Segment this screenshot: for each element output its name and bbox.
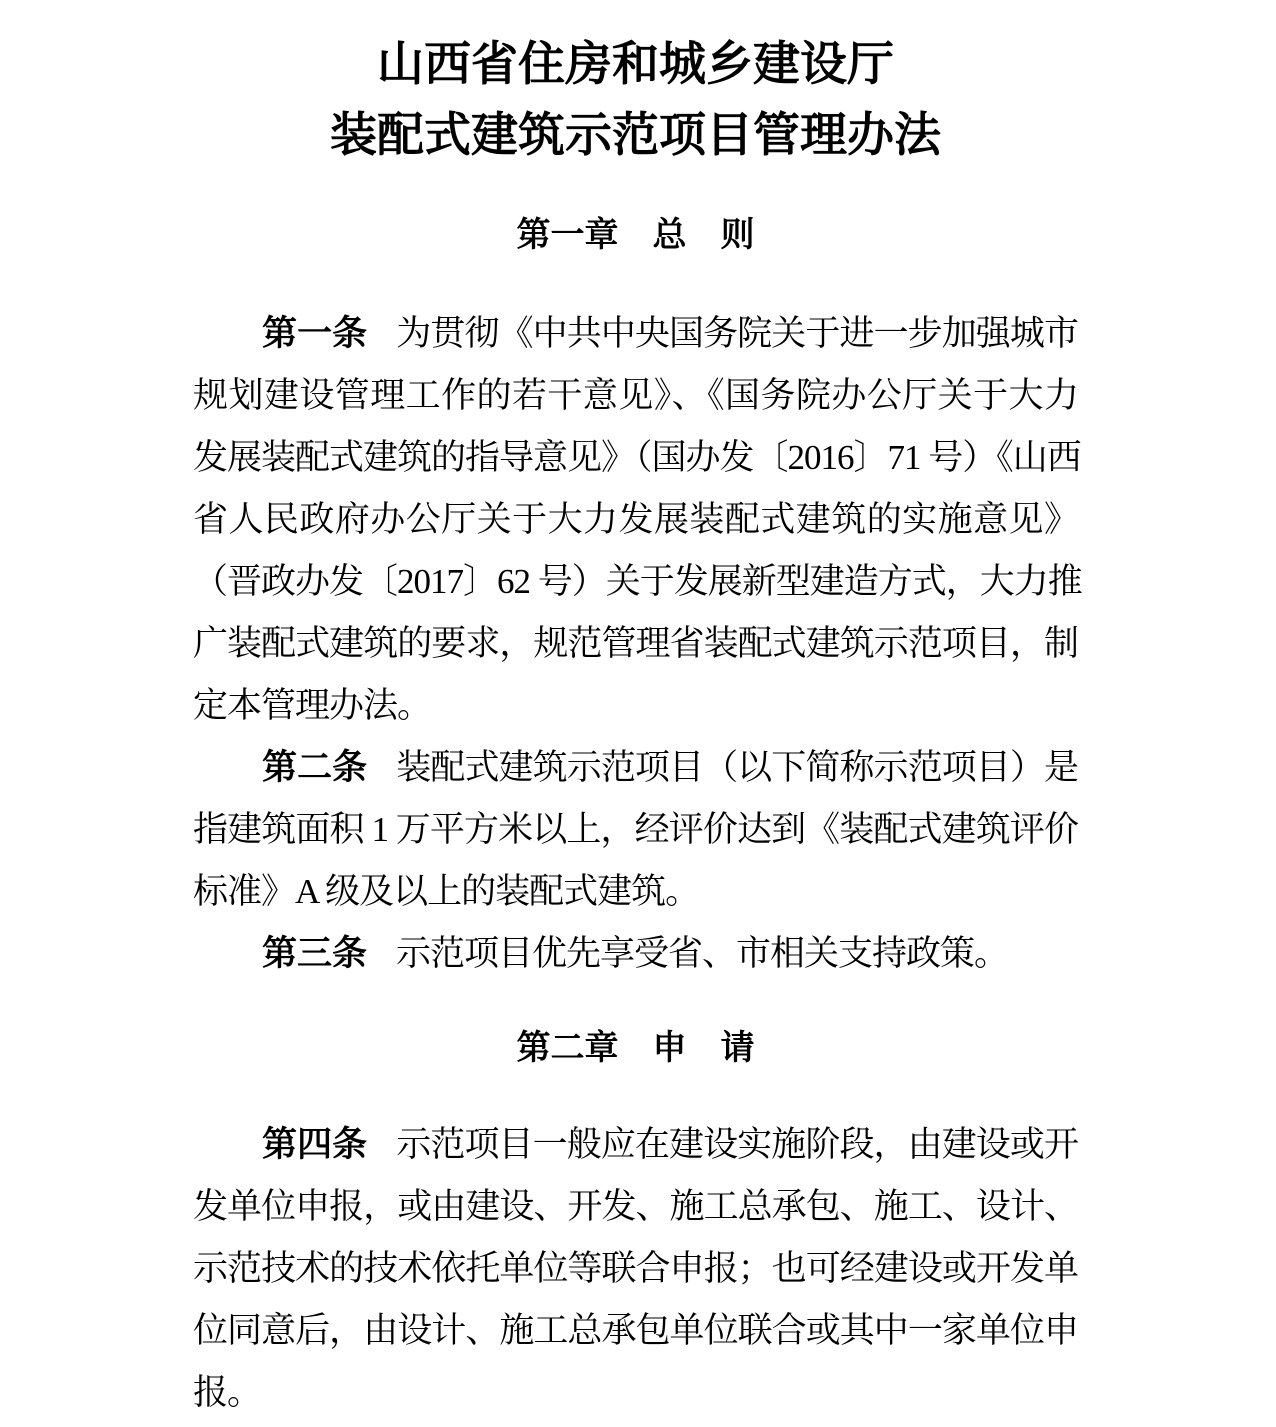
article-2-line-2: 指建筑面积 1 万平方米以上，经评价达到《装配式建筑评价 bbox=[193, 810, 1078, 849]
article-1-line-1 bbox=[193, 303, 1078, 365]
document-title bbox=[193, 30, 1078, 172]
article-1-line-3: 发展装配式建筑的指导意见》（国办发〔2016〕71 号）《山西 bbox=[193, 438, 1081, 477]
document-title-line-1: 山西省住房和城乡建设厅 bbox=[377, 39, 894, 91]
document-title-line-2: 装配式建筑示范项目管理办法 bbox=[330, 110, 941, 162]
article-3-line-1 bbox=[193, 923, 1078, 985]
article-4-line-4: 位同意后，由设计、施工总承包单位联合或其中一家单位申 bbox=[193, 1311, 1078, 1350]
chapter-2-heading: 第二章 申 请 bbox=[516, 1029, 755, 1067]
article-2-paragraph bbox=[193, 737, 1078, 923]
article-1-line-4: 省人民政府办公厅关于大力发展装配式建筑的实施意见》 bbox=[193, 500, 1078, 539]
article-4-line-5: 报。 bbox=[193, 1373, 262, 1412]
article-1-line-6: 广装配式建筑的要求，规范管理省装配式建筑示范项目，制 bbox=[193, 624, 1078, 663]
article-4-line-2: 发单位申报，或由建设、开发、施工总承包、施工、设计、 bbox=[193, 1187, 1078, 1226]
article-1-number: 第一条 bbox=[262, 314, 368, 353]
article-1-paragraph bbox=[193, 303, 1082, 737]
article-4-line-1-text: 示范项目一般应在建设实施阶段，由建设或开 bbox=[396, 1125, 1078, 1164]
article-4-paragraph bbox=[193, 1114, 1078, 1424]
document-content bbox=[193, 30, 1082, 1424]
article-2-number: 第二条 bbox=[262, 748, 368, 787]
article-1-line-5: （晋政办发〔2017〕62 号）关于发展新型建造方式，大力推 bbox=[193, 562, 1082, 601]
article-3-number: 第三条 bbox=[262, 934, 368, 973]
article-4-line-3: 示范技术的技术依托单位等联合申报；也可经建设或开发单 bbox=[193, 1249, 1078, 1288]
article-3-line-1-text: 示范项目优先享受省、市相关支持政策。 bbox=[396, 934, 1009, 973]
article-1-line-7: 定本管理办法。 bbox=[193, 686, 432, 725]
article-2-line-1-text: 装配式建筑示范项目（以下简称示范项目）是 bbox=[396, 748, 1078, 787]
article-1-line-1-text: 为贯彻《中共中央国务院关于进一步加强城市 bbox=[396, 314, 1078, 353]
article-4-number: 第四条 bbox=[262, 1125, 368, 1164]
article-2-line-3: 标准》A 级及以上的装配式建筑。 bbox=[193, 872, 700, 911]
article-1-line-2: 规划建设管理工作的若干意见》、《国务院办公厅关于大力 bbox=[193, 376, 1078, 415]
chapter-1-heading: 第一章 总 则 bbox=[516, 216, 755, 254]
article-4-line-1 bbox=[193, 1114, 1078, 1176]
article-2-line-1 bbox=[193, 737, 1078, 799]
article-3-paragraph bbox=[193, 923, 1078, 985]
